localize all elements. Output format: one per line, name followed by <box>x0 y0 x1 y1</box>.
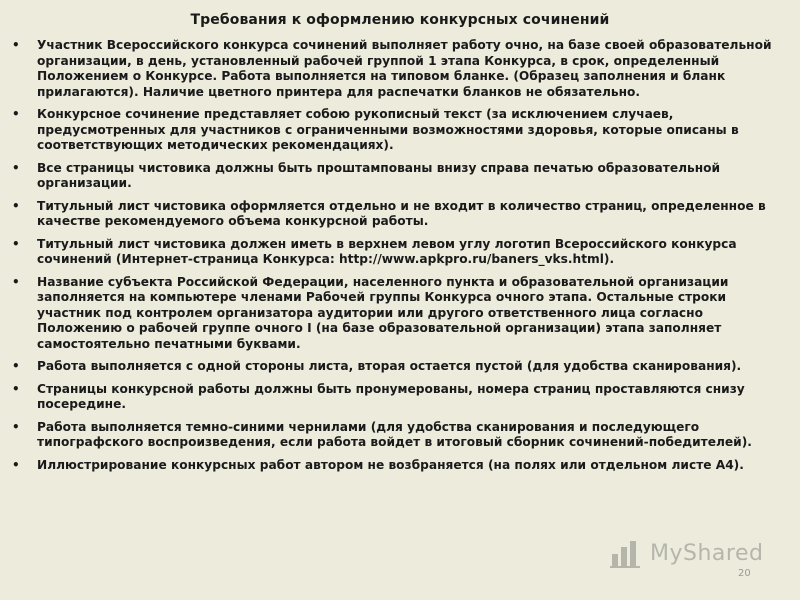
bullet-icon: • <box>12 198 20 213</box>
list-item <box>12 458 782 474</box>
list-item-text: Участник Всероссийского конкурса сочинений выполняет работу очно, на базе своей образовательной организации, в день, установленный рабочей группой 1 этапа Конкурса, в срок, определенный Положением о Конкурсе. Работа выполняется на типовом бланке. (Образец заполнения и бланк прилагаются). Наличие цветного принтера для распечатки бланков не обязательно. <box>37 38 772 99</box>
requirements-list <box>12 38 782 480</box>
list-item-text: Все страницы чистовика должны быть проштампованы внизу справа печатью образовательной организации. <box>37 160 721 190</box>
bullet-icon: • <box>12 419 20 434</box>
bullet-icon: • <box>12 359 20 373</box>
bullet-icon: • <box>12 274 20 289</box>
list-item <box>12 107 782 154</box>
slide-title: Требования к оформлению конкурсных сочинений <box>190 12 610 28</box>
bullet-icon: • <box>12 160 20 175</box>
list-item <box>12 359 782 375</box>
list-item-text: Работа выполняется темно-синими чернилами (для удобства сканирования и последующего типографского воспроизведения, если работа войдет в итоговый сборник сочинений-победителей). <box>37 419 752 449</box>
list-item-text: Конкурсное сочинение представляет собою рукописный текст (за исключением случаев, предусмотренных для участников с ограниченными возможностями здоровья, которые описаны в соответствующих методических рекомендациях). <box>37 107 739 152</box>
list-item-text: Титульный лист чистовика оформляется отдельно и не входит в количество страниц, определенное в качестве рекомендуемого объема конкурсной работы. <box>37 198 766 228</box>
bullet-icon: • <box>12 38 20 52</box>
page-number: 20 <box>738 568 751 579</box>
watermark-logo <box>610 538 765 572</box>
list-item <box>12 382 782 413</box>
bullet-icon: • <box>12 236 20 251</box>
list-item <box>12 38 782 100</box>
list-item-text: Название субъекта Российской Федерации, населенного пункта и образовательной организации заполняется на компьютере членами Рабочей группы Конкурса очного этапа. Остальные строки участник под контролем организатора аудитории или другого ответственного лица согласно Положению о рабочей группе очного I (на базе образовательной организации) этапа заполняет самостоятельно печатными буквами. <box>37 274 729 351</box>
list-item <box>12 199 782 230</box>
watermark-text: MyShared <box>650 541 764 566</box>
list-item-text: Страницы конкурсной работы должны быть пронумерованы, номера страниц проставляются снизу посередине. <box>37 381 745 411</box>
list-item <box>12 237 782 268</box>
list-item <box>12 420 782 451</box>
bar-chart-icon <box>610 538 646 568</box>
list-item-text: Работа выполняется с одной стороны листа, вторая остается пустой (для удобства сканирования). <box>37 359 742 373</box>
bullet-icon: • <box>12 107 20 121</box>
bullet-icon: • <box>12 381 20 396</box>
list-item <box>12 275 782 353</box>
list-item-text: Иллюстрирование конкурсных работ автором не возбраняется (на полях или отдельном листе А4). <box>37 457 744 472</box>
list-item <box>12 161 782 192</box>
bullet-icon: • <box>12 457 20 472</box>
list-item-text: Титульный лист чистовика должен иметь в верхнем левом углу логотип Всероссийского конкурса сочинений (Интернет-страница Конкурса: http://www.apkpro.ru/baners_vks.html). <box>37 236 737 266</box>
